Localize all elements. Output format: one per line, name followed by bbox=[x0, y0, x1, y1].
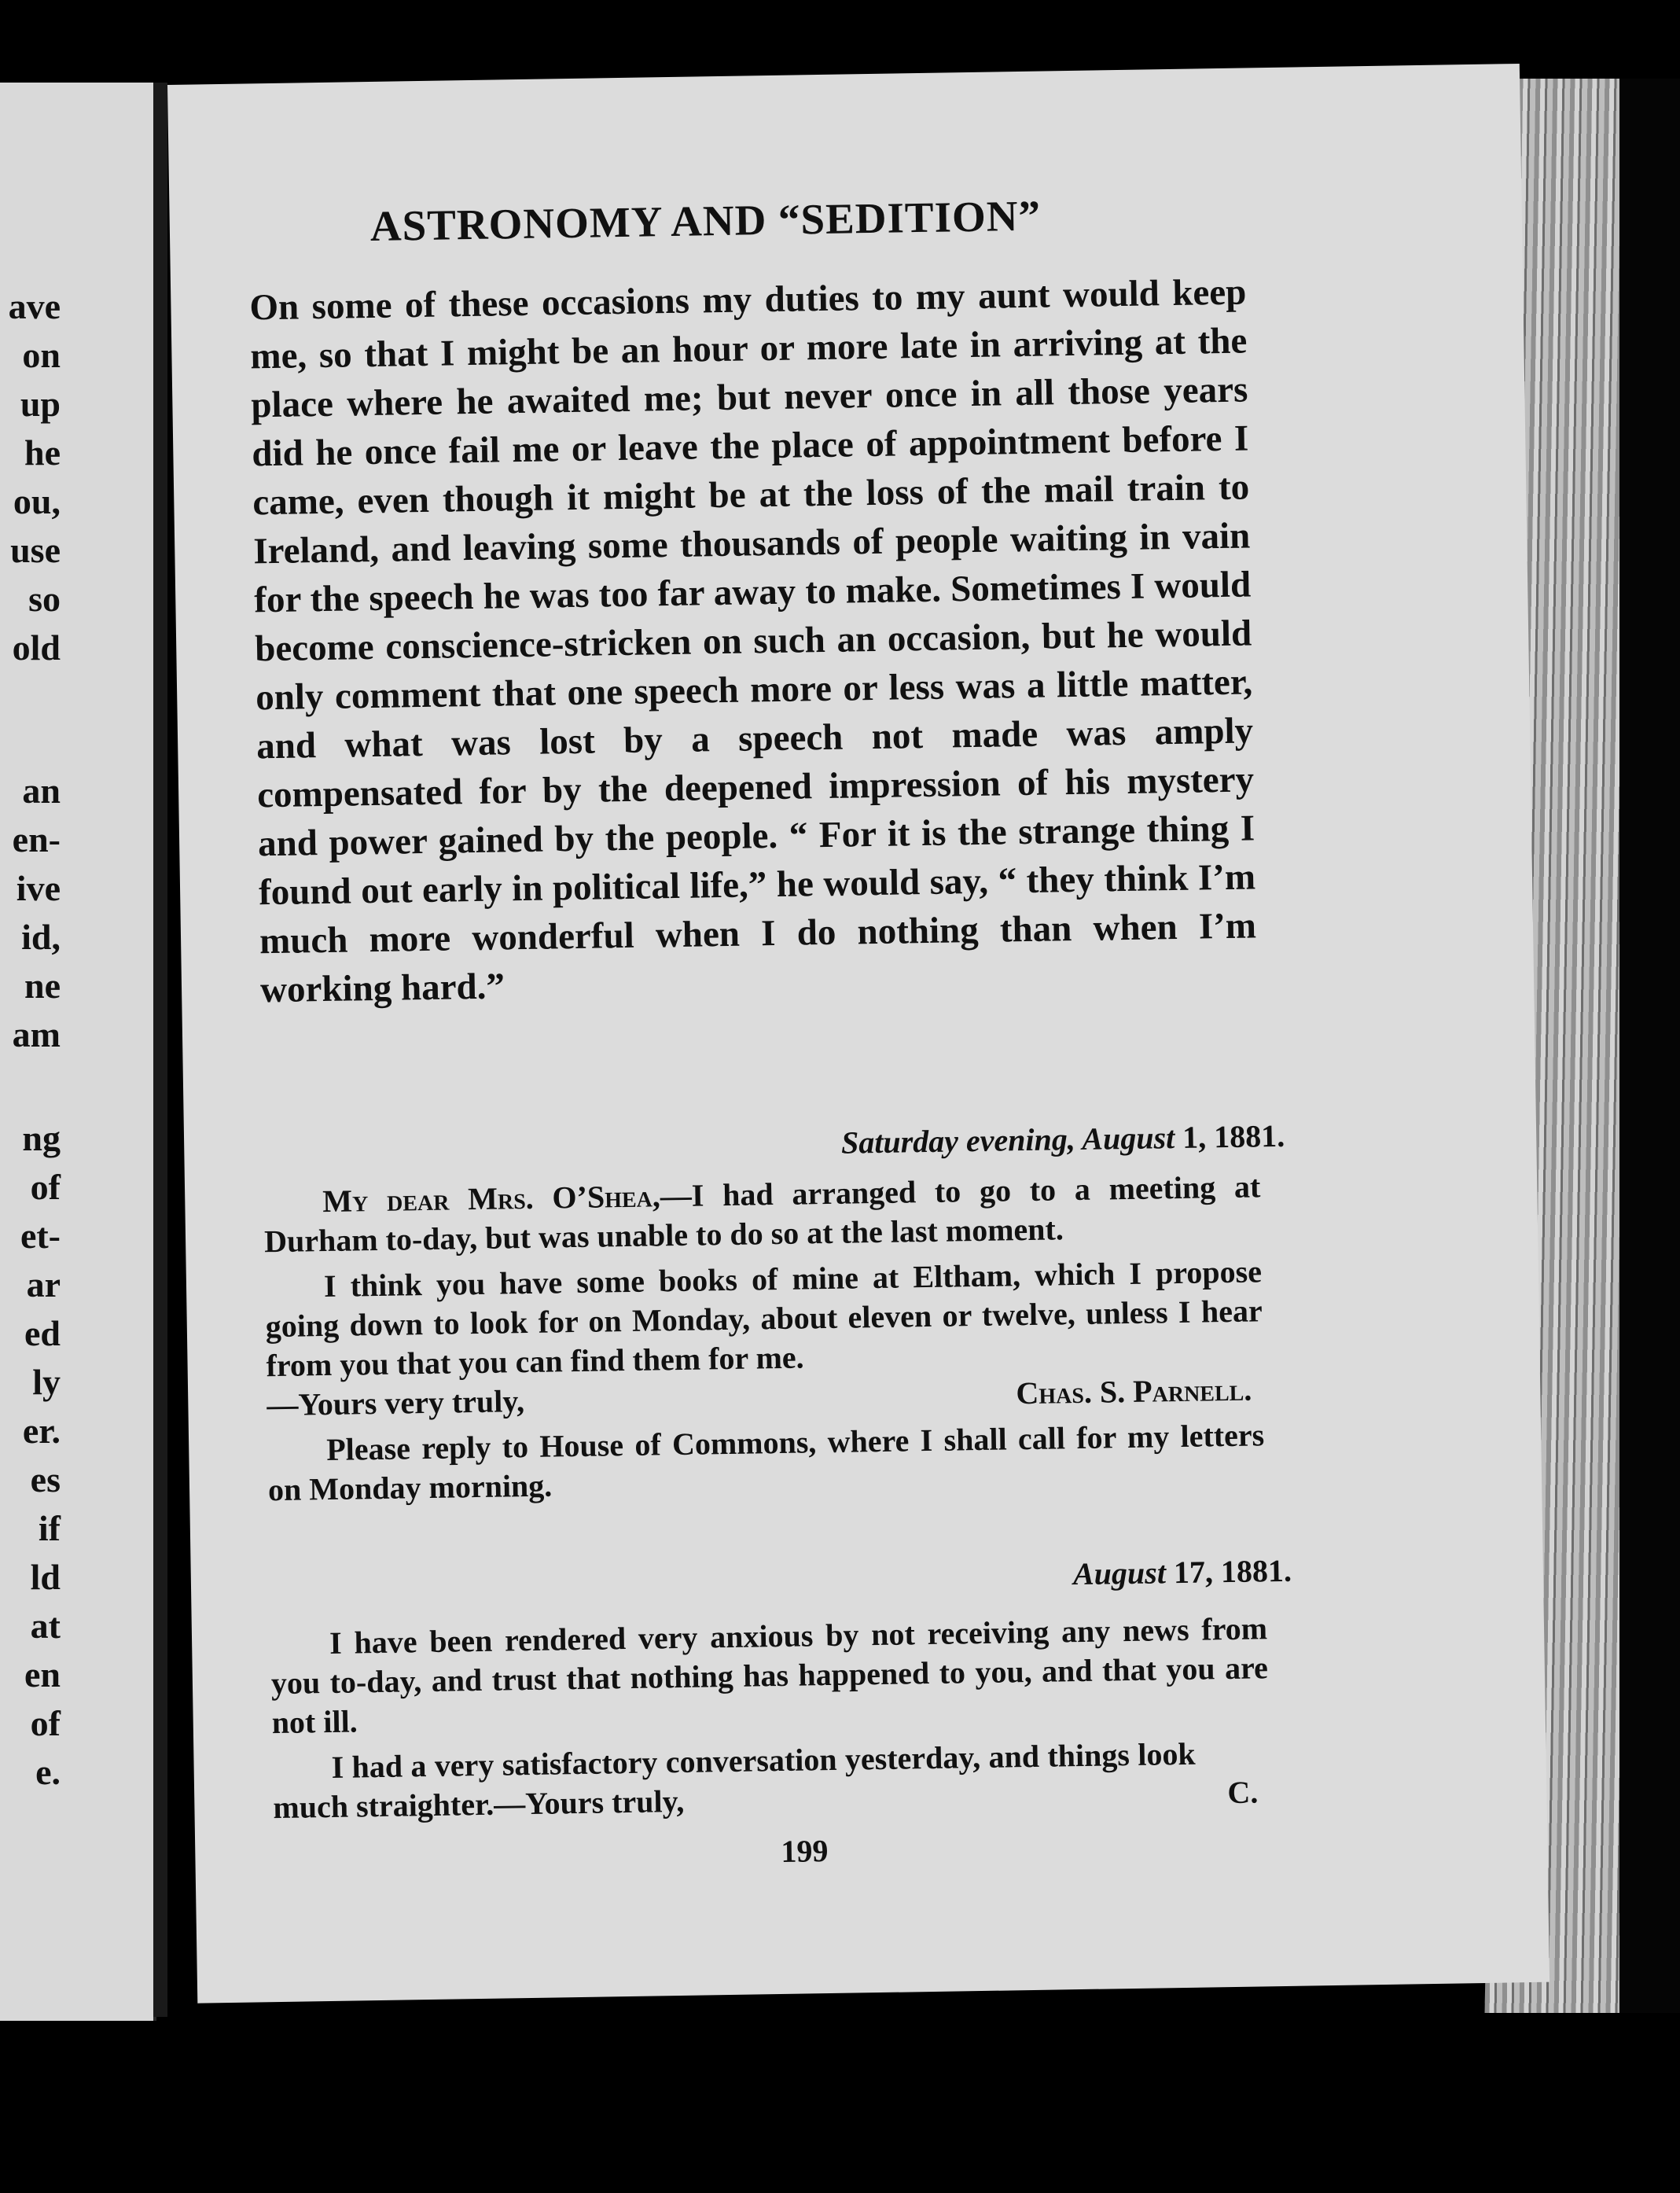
letter2 bbox=[270, 1609, 1270, 1827]
left-page-fragment: en bbox=[24, 1654, 61, 1694]
left-page-fragment: e. bbox=[35, 1752, 61, 1792]
letter1-date-italic: Saturday evening, August bbox=[840, 1120, 1175, 1161]
left-page-fragment: ld bbox=[30, 1557, 61, 1597]
letter2-p1: I have been rendered very anxious by not receiving any news from you to-day, and trust that nothing has happened to you, and that you are not ill. bbox=[270, 1610, 1269, 1741]
letter1-first-paragraph bbox=[263, 1167, 1261, 1261]
left-page-fragment: am bbox=[12, 1014, 61, 1054]
letter1-salutation: My dear Mrs. O’Shea, bbox=[322, 1178, 661, 1220]
letter1-postscript: Please reply to House of Commons, where I shall call for my letters on Monday morning. bbox=[267, 1417, 1265, 1508]
letter1-signature: Chas. S. Parnell. bbox=[1016, 1371, 1252, 1411]
book-gutter bbox=[153, 83, 167, 2017]
page-edge-shadow bbox=[1619, 79, 1680, 2013]
left-page-fragment: if bbox=[38, 1508, 61, 1548]
left-page bbox=[0, 83, 156, 2021]
left-page-fragment: so bbox=[28, 579, 61, 619]
left-page-fragment: ne bbox=[24, 966, 61, 1006]
left-page-fragment: ou, bbox=[13, 481, 61, 521]
letter1-p2: I think you have some books of mine at Eltham, which I propose going down to look for on Monday, about eleven or twelve, unless I hear from you that you can find them for me. bbox=[265, 1253, 1263, 1384]
letter1-date-rest: 1, 1881. bbox=[1182, 1117, 1285, 1155]
letter1-dateline bbox=[841, 1117, 1285, 1161]
left-page-fragment: ar bbox=[26, 1264, 61, 1304]
left-page-fragment: an bbox=[22, 771, 61, 811]
left-page-fragment: en- bbox=[12, 819, 61, 859]
left-page-fragment: er. bbox=[22, 1411, 61, 1451]
left-page-fragment: up bbox=[20, 384, 61, 424]
left-page-fragment: he bbox=[24, 432, 61, 473]
letter1 bbox=[263, 1167, 1265, 1510]
left-page-fragment: at bbox=[30, 1606, 61, 1646]
letter2-date-rest: 17, 1881. bbox=[1173, 1552, 1292, 1591]
letter2-p2: I had a very satisfactory conversation yesterday, and things look much straighter.—Yours truly, bbox=[273, 1735, 1196, 1826]
letter1-p1: —I had arranged to go to a meeting at Durham to-day, but was unable to do so at the last moment. bbox=[263, 1168, 1261, 1260]
right-page bbox=[167, 64, 1549, 2004]
left-page-fragment: ly bbox=[32, 1362, 61, 1402]
letter2-date-italic: August bbox=[1072, 1555, 1167, 1592]
left-page-fragment: id, bbox=[21, 917, 61, 957]
left-page-fragment: es bbox=[30, 1459, 61, 1499]
letter1-closing: —Yours very truly, bbox=[267, 1383, 525, 1423]
left-page-fragment: on bbox=[22, 335, 61, 375]
left-page-fragment: ng bbox=[22, 1118, 61, 1158]
running-head: ASTRONOMY AND “SEDITION” bbox=[369, 191, 1042, 250]
letter2-dateline bbox=[1073, 1552, 1292, 1592]
letter2-signoff bbox=[272, 1733, 1270, 1827]
left-page-fragment: ave bbox=[8, 286, 61, 326]
left-page-fragment: ed bbox=[24, 1313, 61, 1353]
body-paragraph: On some of these occasions my duties to my aunt would keep me, so that I might be an hour or more late in arriving at the place where he awaited me; but never once in all those years did he once fail me or leave the place of appointment before I came, even though it might be at the loss of the mail train to Ireland, and leaving some thousands of people waiting in vain for the speech he was too far away to make. Sometimes I would become conscience-stricken on such an occasion, but he would only comment that one speech more or less was a little matter, and what was lost by a speech not made was amply compensated for by the deepened impression of his mystery and power gained by the people. “ For it is the strange thing I found out early in political life,” he would say, “ they think I’m much more wonderful when I do nothing than when I’m working hard.” bbox=[249, 271, 1257, 1011]
left-page-fragment: of bbox=[30, 1167, 61, 1207]
left-page-fragment: use bbox=[10, 530, 61, 570]
left-page-fragment: ive bbox=[16, 868, 61, 908]
left-page-fragment: et- bbox=[20, 1216, 61, 1256]
page-number: 199 bbox=[781, 1833, 829, 1870]
left-page-fragment: old bbox=[12, 627, 61, 668]
letter2-signature: C. bbox=[1227, 1774, 1259, 1811]
left-page-fragment: of bbox=[30, 1703, 61, 1743]
